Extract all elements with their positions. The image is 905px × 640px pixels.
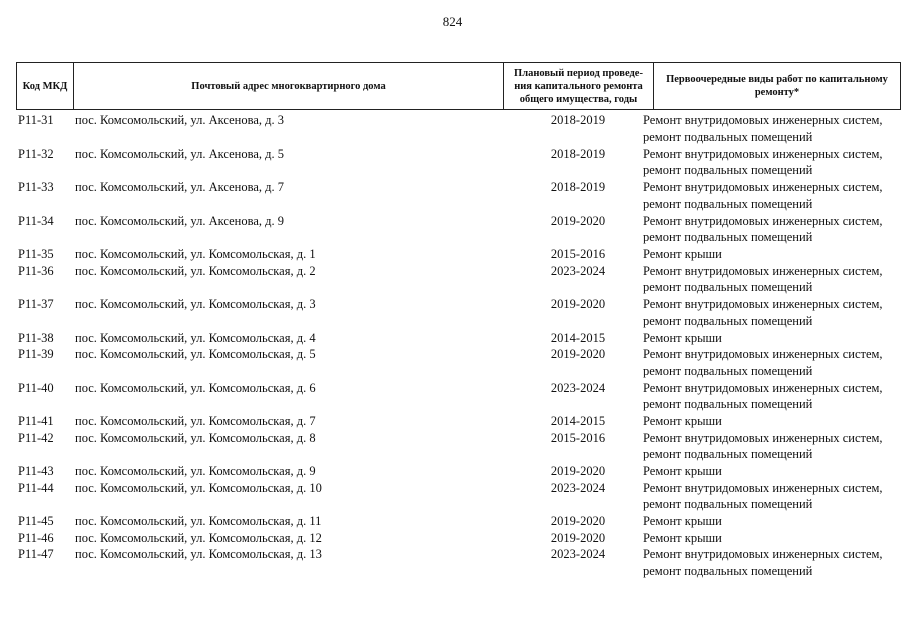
row-address: пос. Комсомольский, ул. Комсомольская, д. 8 — [75, 430, 316, 445]
row-address: пос. Комсомольский, ул. Аксенова, д. 7 — [75, 180, 284, 194]
row-code: P11-34 — [18, 213, 54, 228]
row-period: 2019-2020 — [550, 514, 606, 528]
row-code: P11-40 — [18, 380, 54, 395]
row-period: 2015-2016 — [550, 247, 606, 261]
row-works: Ремонт внутридомовых инженерных систем, ремонт подвальных помещений — [643, 380, 883, 411]
row-code: P11-44 — [18, 480, 54, 495]
row-address: пос. Комсомольский, ул. Комсомольская, д. 9 — [75, 464, 316, 478]
row-works: Ремонт внутридомовых инженерных систем, ремонт подвальных помещений — [643, 347, 883, 378]
row-address: пос. Комсомольский, ул. Комсомольская, д. 6 — [75, 380, 316, 395]
row-works: Ремонт крыши — [643, 530, 722, 545]
row-period: 2019-2020 — [550, 347, 606, 361]
row-code: P11-45 — [18, 514, 54, 528]
row-period: 2019-2020 — [550, 530, 606, 545]
header-period: Плановый период проведе-ния капитального ремонта общего имущества, годы — [503, 63, 653, 109]
row-works: Ремонт крыши — [643, 514, 722, 528]
row-works: Ремонт крыши — [643, 330, 722, 345]
header-works: Первоочередные виды работ по капитальному ремонту* — [653, 63, 901, 109]
row-address: пос. Комсомольский, ул. Комсомольская, д. 12 — [75, 530, 322, 545]
header-address: Почтовый адрес многоквартирного дома — [73, 63, 503, 109]
row-address: пос. Комсомольский, ул. Комсомольская, д. 1 — [75, 247, 316, 261]
row-address: пос. Комсомольский, ул. Комсомольская, д. 11 — [75, 514, 322, 528]
row-address: пос. Комсомольский, ул. Комсомольская, д. 5 — [75, 347, 316, 361]
row-works: Ремонт внутридомовых инженерных систем, ремонт подвальных помещений — [643, 213, 883, 244]
page-number: 824 — [442, 14, 463, 29]
row-period: 2015-2016 — [550, 430, 606, 445]
row-works: Ремонт внутридомовых инженерных систем, ремонт подвальных помещений — [643, 297, 883, 328]
row-period: 2019-2020 — [550, 297, 606, 311]
row-works: Ремонт внутридомовых инженерных систем, ремонт подвальных помещений — [643, 263, 883, 294]
header-code: Код МКД — [16, 63, 73, 109]
row-code: P11-31 — [18, 113, 54, 127]
row-period: 2014-2015 — [550, 414, 606, 428]
row-period: 2023-2024 — [550, 547, 606, 561]
row-works: Ремонт внутридомовых инженерных систем, ремонт подвальных помещений — [643, 146, 883, 177]
row-code: P11-41 — [18, 414, 54, 428]
row-works: Ремонт крыши — [643, 247, 722, 261]
row-code: P11-35 — [18, 247, 54, 261]
row-works: Ремонт внутридомовых инженерных систем, ремонт подвальных помещений — [643, 547, 883, 578]
row-code: P11-32 — [18, 146, 54, 161]
row-period: 2023-2024 — [550, 263, 606, 278]
row-address: пос. Комсомольский, ул. Аксенова, д. 5 — [75, 146, 284, 161]
row-works: Ремонт внутридомовых инженерных систем, ремонт подвальных помещений — [643, 113, 883, 144]
row-period: 2023-2024 — [550, 480, 606, 495]
row-period: 2018-2019 — [550, 180, 606, 194]
row-address: пос. Комсомольский, ул. Комсомольская, д. 7 — [75, 414, 316, 428]
row-works: Ремонт внутридомовых инженерных систем, ремонт подвальных помещений — [643, 480, 883, 511]
row-works: Ремонт крыши — [643, 414, 722, 428]
row-code: P11-43 — [18, 464, 54, 478]
row-address: пос. Комсомольский, ул. Комсомольская, д. 4 — [75, 330, 316, 345]
row-code: P11-39 — [18, 347, 54, 361]
row-period: 2019-2020 — [550, 213, 606, 228]
row-period: 2019-2020 — [550, 464, 606, 478]
row-address: пос. Комсомольский, ул. Комсомольская, д. 10 — [75, 480, 322, 495]
row-code: P11-42 — [18, 430, 54, 445]
repair-schedule-table — [16, 62, 901, 578]
row-code: P11-36 — [18, 263, 54, 278]
row-address: пос. Комсомольский, ул. Комсомольская, д. 3 — [75, 297, 316, 311]
row-address: пос. Комсомольский, ул. Комсомольская, д. 2 — [75, 263, 316, 278]
row-address: пос. Комсомольский, ул. Аксенова, д. 9 — [75, 213, 284, 228]
row-works: Ремонт крыши — [643, 464, 722, 478]
table-header — [16, 62, 901, 110]
row-period: 2018-2019 — [550, 113, 606, 127]
row-works: Ремонт внутридомовых инженерных систем, ремонт подвальных помещений — [643, 180, 883, 211]
row-period: 2014-2015 — [550, 330, 606, 345]
row-address: пос. Комсомольский, ул. Комсомольская, д. 13 — [75, 547, 322, 561]
row-code: P11-38 — [18, 330, 54, 345]
row-code: P11-47 — [18, 547, 54, 561]
row-works: Ремонт внутридомовых инженерных систем, ремонт подвальных помещений — [643, 430, 883, 461]
row-period: 2018-2019 — [550, 146, 606, 161]
row-address: пос. Комсомольский, ул. Аксенова, д. 3 — [75, 113, 284, 127]
row-code: P11-33 — [18, 180, 54, 194]
row-code: P11-46 — [18, 530, 54, 545]
row-period: 2023-2024 — [550, 380, 606, 395]
row-code: P11-37 — [18, 297, 54, 311]
